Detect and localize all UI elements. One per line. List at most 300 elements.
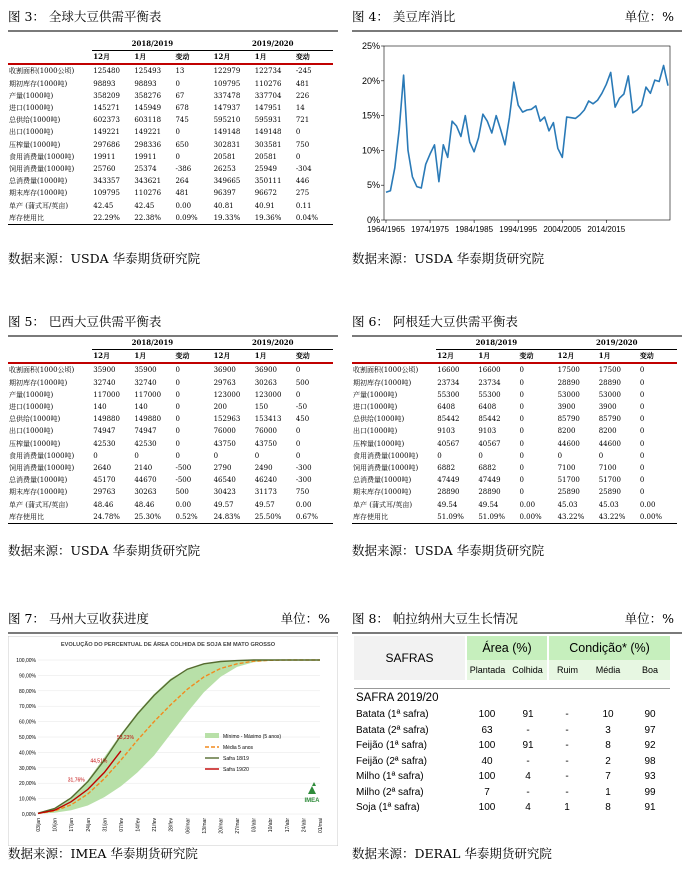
row-label: Feijão (1ª safra) (356, 740, 427, 752)
table-cell: 51.09% (477, 511, 518, 524)
column-header: 12月 (92, 350, 133, 364)
table-row (8, 151, 333, 163)
subheader-cell: Colhida (508, 660, 548, 680)
fig8-unit: 单位：% (624, 611, 674, 626)
table-cell: 149148 (213, 128, 241, 137)
table-cell: 42.45 (134, 201, 155, 210)
table-cell: 0 (519, 366, 524, 375)
table-cell: 30423 (213, 488, 236, 497)
table-cell: 100 (478, 709, 496, 721)
table-row (8, 90, 333, 102)
table-cell: 90 (644, 709, 656, 721)
section-label: SAFRA 2019/20 (354, 689, 670, 708)
table-cell: 0 (175, 79, 180, 88)
table-cell: 7 (605, 771, 611, 783)
table-cell: 17500 (557, 366, 580, 375)
row-label: Batata (1ª safra) (356, 709, 429, 721)
table-cell: 49.54 (478, 500, 499, 509)
row-label: Milho (1ª safra) (356, 771, 424, 783)
fig5-table (8, 337, 333, 524)
fig8-panel (352, 610, 682, 865)
table-cell: 0 (134, 451, 139, 460)
y-tick-label: 70,00% (19, 704, 36, 711)
table-cell: 14 (295, 104, 305, 113)
table-cell: - (565, 755, 569, 767)
table-row (352, 511, 677, 524)
table-cell: 110276 (254, 79, 282, 88)
row-label: 收割面积(1000公顷) (353, 366, 419, 375)
table-cell: 20581 (254, 152, 277, 161)
table-cell: 125480 (93, 67, 120, 76)
table-year-header (352, 337, 677, 350)
fig7-title (8, 610, 338, 628)
table-corner (8, 51, 92, 65)
table-corner (8, 337, 92, 350)
table-cell: 337704 (254, 91, 282, 100)
row-label: 总供给(1000吨) (353, 415, 405, 424)
table-cell: 110276 (134, 189, 162, 198)
table-cell: 302831 (213, 140, 241, 149)
table-cell: 0 (213, 451, 219, 460)
table-row (352, 474, 677, 486)
table-cell: 45.03 (598, 500, 619, 509)
row-label: 压榨量(1000吨) (353, 439, 405, 448)
table-row (354, 754, 670, 770)
row-label: 总供给(1000吨) (9, 116, 61, 125)
legend-label: Média 5 anos (223, 745, 254, 751)
table-cell: 0 (175, 451, 180, 460)
spacer (354, 680, 670, 689)
table-cell: 25.50% (254, 511, 295, 524)
table-cell: 200 (213, 403, 227, 412)
row-label: 总供给(1000吨) (9, 415, 61, 424)
fig7-title-text: 图 7： 马州大豆收获进度 (8, 611, 149, 626)
table-cell: 0 (639, 415, 645, 424)
table-cell: 6882 (437, 464, 456, 473)
fig6-source: 数据来源：USDA 华泰期货研究院 (352, 543, 545, 558)
y-tick-label: 50,00% (19, 735, 36, 741)
table-cell: 0 (295, 439, 301, 448)
table-row (354, 723, 670, 739)
table-cell: 29763 (213, 378, 236, 387)
table-cell: 40 (481, 755, 493, 767)
table-row (8, 499, 333, 511)
table-cell: 53000 (598, 390, 621, 399)
y-tick-label: 10% (361, 145, 380, 156)
safras-header: SAFRAS (354, 636, 466, 680)
table-cell: 0 (639, 390, 645, 399)
table-cell: 0 (478, 451, 483, 460)
table-cell: 97 (644, 724, 656, 736)
table-cell: -300 (295, 476, 312, 485)
table-cell: 0 (93, 451, 98, 460)
table-cell: 43.22% (598, 511, 639, 524)
row-label: 产量(1000吨) (9, 390, 54, 399)
x-tick-label: 1984/1985 (455, 225, 494, 234)
x-tick-label: 20/mar (218, 818, 225, 834)
table-cell: 6408 (437, 403, 456, 412)
table-cell: 149880 (134, 415, 162, 424)
row-label: 总消费量(1000吨) (9, 476, 68, 485)
table-cell: 0 (175, 427, 180, 436)
table-row (352, 450, 677, 462)
table-cell: 31173 (254, 488, 277, 497)
table-cell: 46240 (254, 476, 277, 485)
table-cell: 0 (519, 427, 524, 436)
row-label: 期初库存(1000吨) (9, 79, 68, 88)
table-cell: 36900 (254, 366, 277, 375)
table-cell: 149221 (134, 128, 162, 137)
table-cell: 0 (175, 378, 180, 387)
column-header: 1月 (477, 350, 518, 364)
row-label: 压榨量(1000吨) (9, 439, 61, 448)
table-cell: 3 (605, 724, 611, 736)
table-cell: 40567 (437, 439, 460, 448)
fig7-panel (8, 610, 338, 865)
table-cell: 45170 (93, 476, 116, 485)
table-cell: 0 (598, 451, 604, 460)
x-tick-label: 13/mar (201, 818, 208, 834)
fig8-source: 数据来源：DERAL 华泰期货研究院 (352, 846, 552, 861)
table-cell: 22.38% (133, 212, 174, 225)
table-cell: 48.46 (93, 500, 114, 509)
table-cell: 7 (484, 786, 490, 798)
table-cell: 7100 (557, 464, 576, 473)
legend-label: Mínimo - Máximo (5 anos) (223, 734, 282, 740)
table-row (8, 139, 333, 151)
table-cell: 29763 (93, 488, 116, 497)
x-tick-label: 1994/1995 (499, 225, 538, 234)
table-cell: 0 (295, 366, 301, 375)
area-header: Área (%) (466, 636, 548, 660)
table-cell: 0 (295, 390, 301, 399)
column-header: 变动 (518, 350, 556, 364)
table-cell: 721 (295, 116, 310, 125)
table-cell: 47449 (437, 476, 460, 485)
table-cell: 149880 (93, 415, 120, 424)
row-label: Batata (2ª safra) (356, 724, 429, 736)
table-cell: 30263 (254, 378, 277, 387)
table-cell: 0 (295, 451, 301, 460)
table-row (8, 511, 333, 524)
table-cell: 96672 (254, 189, 277, 198)
table-cell: 0 (639, 366, 645, 375)
table-cell: 85442 (478, 415, 501, 424)
column-header: 变动 (174, 51, 212, 65)
table-row (8, 363, 333, 376)
table-cell: 650 (175, 140, 189, 149)
table-cell: 2140 (134, 464, 153, 473)
fig6-table (352, 337, 677, 524)
table-cell: 303581 (254, 140, 282, 149)
x-tick-label: 31/jan (102, 818, 109, 832)
table-row (8, 78, 333, 90)
table-cell: -304 (295, 165, 312, 174)
table-cell: 30263 (134, 488, 157, 497)
x-tick-label: 1964/1965 (367, 225, 405, 234)
row-label: 出口(1000吨) (9, 427, 54, 436)
table-cell: - (565, 786, 569, 798)
row-label: 期末库存(1000吨) (9, 189, 68, 198)
table-row (354, 785, 670, 801)
table-cell: 0 (639, 464, 645, 473)
table-cell: 92 (644, 740, 656, 752)
table-cell: 6408 (478, 403, 497, 412)
table-cell: 603118 (134, 116, 162, 125)
table-cell: 0 (254, 451, 260, 460)
table-cell: 6882 (478, 464, 497, 473)
table-cell: 0 (175, 415, 180, 424)
table-cell: 25760 (93, 165, 116, 174)
fig3-title: 图 3： 全球大豆供需平衡表 (8, 9, 162, 24)
table-cell: 67 (175, 91, 185, 100)
table-cell: 0 (175, 439, 180, 448)
table-cell: 109795 (213, 79, 241, 88)
table-cell: 343357 (93, 177, 120, 186)
table-cell: 0 (437, 451, 442, 460)
x-tick-label: 10/abr (268, 818, 275, 833)
table-row (354, 800, 670, 816)
table-cell: 0 (519, 390, 524, 399)
column-header: 变动 (295, 350, 333, 364)
fig8-title-text: 图 8： 帕拉纳州大豆生长情况 (352, 611, 518, 626)
x-tick-label: 2014/2015 (587, 225, 626, 234)
table-cell: 91 (522, 709, 534, 721)
table-cell: 0.00 (639, 500, 656, 509)
table-cell: 19.36% (254, 212, 295, 225)
table-cell: 0 (295, 427, 301, 436)
row-label: 期初库存(1000吨) (9, 378, 68, 387)
column-header: 变动 (174, 350, 212, 364)
table-year-header (8, 38, 333, 51)
table-cell: 145949 (134, 104, 162, 113)
table-cell: 0.52% (174, 511, 212, 524)
table-cell: 16600 (478, 366, 501, 375)
table-cell: 28890 (598, 378, 621, 387)
table-month-header (352, 350, 677, 364)
x-tick-label: 1974/1975 (411, 225, 449, 234)
y-tick-label: 0% (366, 215, 380, 225)
table-cell: - (526, 724, 530, 736)
column-header: 变动 (295, 51, 333, 65)
table-cell: 91 (644, 802, 656, 814)
table-row (352, 486, 677, 498)
row-label: 库存使用比 (8, 212, 92, 225)
table-row (8, 438, 333, 450)
table-row (8, 114, 333, 126)
table-row (8, 474, 333, 486)
table-cell: 0 (175, 403, 180, 412)
table-cell: 19911 (93, 152, 116, 161)
y-tick-label: 20,00% (19, 781, 36, 788)
table-cell: 147951 (254, 104, 282, 113)
table-cell: 500 (295, 378, 310, 387)
fig5-title: 图 5： 巴西大豆供需平衡表 (8, 314, 162, 329)
table-cell: 358209 (93, 91, 120, 100)
table-cell: 0.00% (639, 511, 677, 524)
table-cell: 20581 (213, 152, 236, 161)
table-row (8, 425, 333, 437)
row-label: 饲用消费量(1000吨) (353, 464, 419, 473)
row-label: 食用消费量(1000吨) (353, 451, 419, 460)
table-cell: 0.00 (519, 500, 536, 509)
table-cell: 28890 (557, 378, 580, 387)
table-cell: 0 (175, 366, 180, 375)
table-cell: 44670 (134, 476, 157, 485)
table-cell: 123000 (254, 390, 282, 399)
table-corner (352, 350, 436, 364)
x-tick-label: 10/jan (52, 818, 59, 832)
logo-text: IMEA (304, 798, 320, 804)
column-header: 1月 (133, 350, 174, 364)
table-row (352, 363, 677, 376)
table-cell: 3900 (598, 403, 617, 412)
table-cell: 24.78% (92, 511, 133, 524)
table-cell: 25374 (134, 165, 157, 174)
plot-frame (384, 46, 670, 220)
table-cell: 275 (295, 189, 310, 198)
row-label: 总消费量(1000吨) (353, 476, 412, 485)
table-cell: 4 (525, 771, 531, 783)
table-cell: 28890 (437, 488, 460, 497)
table-cell: 47449 (478, 476, 501, 485)
row-label: 收割面积(1000公顷) (9, 366, 75, 375)
fig4-source: 数据来源：USDA 华泰期货研究院 (352, 251, 545, 266)
chart-title: EVOLUÇÃO DO PERCENTUAL DE ÁREA COLHIDA DE SOJA EM MATO GROSSO (60, 642, 276, 648)
column-header: 12月 (92, 51, 133, 65)
table-corner (352, 337, 436, 350)
x-tick-label: 21/fev (152, 818, 159, 832)
table-cell: 109795 (93, 189, 120, 198)
row-label: 食用消费量(1000吨) (9, 152, 75, 161)
row-label: 饲用消费量(1000吨) (9, 165, 75, 174)
table-cell: 595210 (213, 116, 241, 125)
table-row (352, 401, 677, 413)
fig7-unit: 单位：% (280, 611, 330, 626)
fig7-source: 数据来源：IMEA 华泰期货研究院 (8, 846, 198, 861)
row-label: 饲用消费量(1000吨) (9, 464, 75, 473)
table-cell: 49.54 (437, 500, 458, 509)
table-cell: 226 (295, 91, 310, 100)
table-cell: 147937 (213, 104, 241, 113)
row-label: 总消费量(1000吨) (9, 177, 68, 186)
table-cell: 43750 (213, 439, 236, 448)
row-label: 期末库存(1000吨) (353, 488, 412, 497)
fig8-table (354, 636, 670, 816)
table-cell: 23734 (437, 378, 460, 387)
table-cell: -500 (175, 476, 192, 485)
table-cell: -50 (295, 403, 308, 412)
table-cell: 140 (134, 403, 148, 412)
row-label: 出口(1000吨) (353, 427, 398, 436)
y-tick-label: 25% (361, 41, 380, 51)
x-tick-label: 28/fev (168, 818, 175, 832)
table-cell: 2790 (213, 464, 232, 473)
row-label: 收割面积(1000公顷) (9, 67, 75, 76)
table-cell: 32740 (93, 378, 116, 387)
subheader-cell: Boa (630, 660, 670, 680)
table-cell: 0 (639, 451, 645, 460)
fig5-panel (8, 313, 338, 563)
table-cell: 19911 (134, 152, 157, 161)
data-label: 44,51% (90, 758, 108, 765)
column-header: 1月 (598, 350, 639, 364)
table-cell: 0.09% (174, 212, 212, 225)
table-cell: 25890 (557, 488, 580, 497)
table-cell: 25.30% (133, 511, 174, 524)
table-cell: -300 (295, 464, 312, 473)
table-cell: 51.09% (436, 511, 477, 524)
table-cell: 40567 (478, 439, 501, 448)
row-label: Feijão (2ª safra) (356, 755, 427, 767)
x-tick-label: 17/jan (69, 818, 76, 832)
table-cell: 22.29% (92, 212, 133, 225)
table-cell: - (565, 771, 569, 783)
table-cell: 25949 (254, 165, 277, 174)
table-row (8, 200, 333, 212)
table-cell: 123000 (213, 390, 241, 399)
table-cell: 117000 (134, 390, 162, 399)
table-cell: 149221 (93, 128, 120, 137)
table-cell: - (526, 786, 530, 798)
y-tick-label: 90,00% (19, 673, 36, 680)
fig6-panel (352, 313, 682, 563)
table-cell: 91 (522, 740, 534, 752)
table-cell: 99 (644, 786, 656, 798)
y-tick-label: 5% (366, 180, 380, 191)
table-row (352, 377, 677, 389)
table-cell: 74947 (93, 427, 116, 436)
row-label: 库存使用比 (352, 511, 436, 524)
spacer-row (354, 680, 670, 689)
table-cell: 10 (602, 709, 614, 721)
table-row (352, 389, 677, 401)
table-row (354, 769, 670, 785)
row-label: 库存使用比 (8, 511, 92, 524)
table-cell: 0 (519, 451, 524, 460)
fig6-title: 图 6： 阿根廷大豆供需平衡表 (352, 314, 518, 329)
table-cell: 8200 (557, 427, 576, 436)
table-cell: 0 (295, 128, 301, 137)
table-cell: 149148 (254, 128, 282, 137)
table-cell: 0.00 (175, 201, 192, 210)
table-cell: 8200 (598, 427, 617, 436)
column-header: 变动 (639, 350, 677, 364)
table-cell: 1 (605, 786, 611, 798)
table-cell: - (526, 755, 530, 767)
table-row (8, 401, 333, 413)
table-month-header (8, 350, 333, 364)
fig3-title-rule (8, 30, 338, 32)
header-row (354, 636, 670, 660)
year-header: 2018/2019 (92, 337, 212, 350)
table-cell: 100 (478, 771, 496, 783)
data-label: 31,76% (67, 777, 85, 784)
fig3-source: 数据来源：USDA 华泰期货研究院 (8, 251, 201, 266)
row-label: 期末库存(1000吨) (9, 488, 68, 497)
table-cell: 0 (519, 488, 524, 497)
fig4-title-rule (352, 30, 682, 32)
fig7-chart (8, 636, 338, 846)
table-cell: 85790 (557, 415, 580, 424)
table-cell: 0 (175, 128, 180, 137)
table-cell: 53000 (557, 390, 580, 399)
table-cell: 500 (175, 488, 189, 497)
table-cell: 2490 (254, 464, 273, 473)
row-label: 进口(1000吨) (353, 403, 398, 412)
table-cell: 0 (519, 403, 524, 412)
y-tick-label: 15% (361, 110, 380, 121)
